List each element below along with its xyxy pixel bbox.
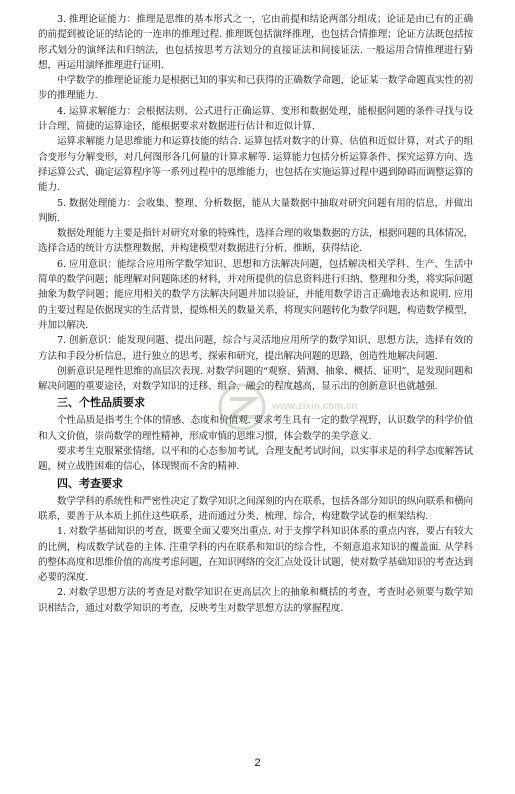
paragraph-personality-requirement: 要求考生克服紧张情绪，以平和的心态参加考试，合理支配考试时间，以实事求是的科学态度解答试题，树立战胜困难的信心，体现锲而不舍的精神.: [38, 446, 473, 473]
paragraph-reasoning-ability: 3. 推理论证能力：推理是思维的基本形式之一，它由前提和结论两部分组成；论证是由已有的正确的前提到被论证的结论的一连串的推理过程. 推理既包括演绎推理，也包括合情推理；论证方法既包括按形式划分的演绎法和归纳法，也包括按思考方法划分的直接证法和间接证法. 一般运用合情推理进行猜想，再运用演绎推理进行证明.: [38, 14, 473, 71]
paragraph-data-processing-explained: 数据处理能力主要是指针对研究对象的特殊性，选择合理的收集数据的方法，根据问题的具体情况，选择合适的统计方法整理数据，并构建模型对数据进行分析、推断，获得结论.: [38, 228, 473, 255]
section-heading-assessment: 四、考查要求: [57, 476, 123, 490]
paragraph-innovation-explained: 创新意识是理性思维的高层次表现. 对数学问题的“观察、猜测、抽象、概括、证明”，是发现问题和解决问题的重要途径，对数学知识的迁移、组合、融会的程度越高，显示出的创新意识也就越强.: [38, 365, 473, 393]
watermark-text: www.zixin.com.cn: [272, 401, 358, 412]
paragraph-assessment-methods: 2. 对数学思想方法的考查是对数学知识在更高层次上的抽象和概括的考查，考查时必须要与数学知识相结合，通过对数学知识的考查，反映考生对数学思想方法的掌握程度.: [38, 587, 473, 614]
paragraph-calculation-explained: 运算求解能力是思维能力和运算技能的结合. 运算包括对数字的计算、估值和近似计算，对式子的组合变形与分解变形，对几何图形各几何量的计算求解等. 运算能力包括分析运算条件、探究运算方向、选择运算公式、确定运算程序等一系列过程中的思维能力，也包括在实施运算过程中遇到障碍而调整运算的能力.: [38, 136, 473, 194]
paragraph-innovation-awareness: 7. 创新意识：能发现问题、提出问题，综合与灵活地应用所学的数学知识、思想方法，选择有效的方法和手段分析信息，进行独立的思考、探索和研究，提出解决问题的思路，创造性地解决问题.: [38, 335, 473, 362]
paragraph-application-awareness: 6. 应用意识：能综合应用所学数学知识、思想和方法解决问题，包括解决相关学科、生产、生活中简单的数学问题；能理解对问题陈述的材料，并对所提供的信息资料进行归纳、整理和分类，将实际问题抽象为数学问题；能应用相关的数学方法解决问题并加以验证，并能用数学语言正确地表达和说明. 应用的主要过程是依据现实的生活背景，提炼相关的数量关系，将现实问题转化为数学问题，构造数学模型，并加以解决.: [38, 258, 473, 331]
paragraph-calculation-ability: 4. 运算求解能力：会根据法则、公式进行正确运算、变形和数据处理，能根据问题的条件寻找与设计合理、简捷的运算途径，能根据要求对数据进行估计和近似计算.: [38, 105, 473, 133]
paragraph-data-processing: 5. 数据处理能力：会收集、整理、分析数据，能从大量数据中抽取对研究问题有用的信息，并做出判断.: [38, 197, 473, 224]
page-content: [38, 12, 473, 616]
paragraph-assessment-basics: 1. 对数学基础知识的考查，既要全面又要突出重点. 对于支撑学科知识体系的重点内容，要占有较大的比例，构成数学试卷的主体. 注重学科的内在联系和知识的综合性，不刻意追求知识的覆盖面. 从学科的整体高度和思维价值的高度考虑问题，在知识网络的交汇点处设计试题，使对数学基础知识的考查达到必要的深度.: [38, 526, 473, 584]
section-heading-personality: 三、个性品质要求: [57, 396, 145, 410]
paragraph-assessment-intro: 数学学科的系统性和严密性决定了数学知识之间深刻的内在联系，包括各部分知识的纵向联系和横向联系，要善于从本质上抓住这些联系，进而通过分类、梳理、综合，构建数学试卷的框架结构.: [38, 495, 473, 522]
paragraph-reasoning-explained: 中学数学的推理论证能力是根据已知的事实和已获得的正确数学命题，论证某一数学命题真实性的初步的推理能力.: [38, 75, 473, 102]
page-number: 2: [254, 757, 261, 769]
paragraph-personality-definition: 个性品质是指考生个体的情感、态度和价值观. 要求考生具有一定的数学视野，认识数学的科学价值和人文价值，崇尚数学的理性精神，形成审慎的思维习惯，体会数学的美学意义.: [38, 415, 473, 442]
